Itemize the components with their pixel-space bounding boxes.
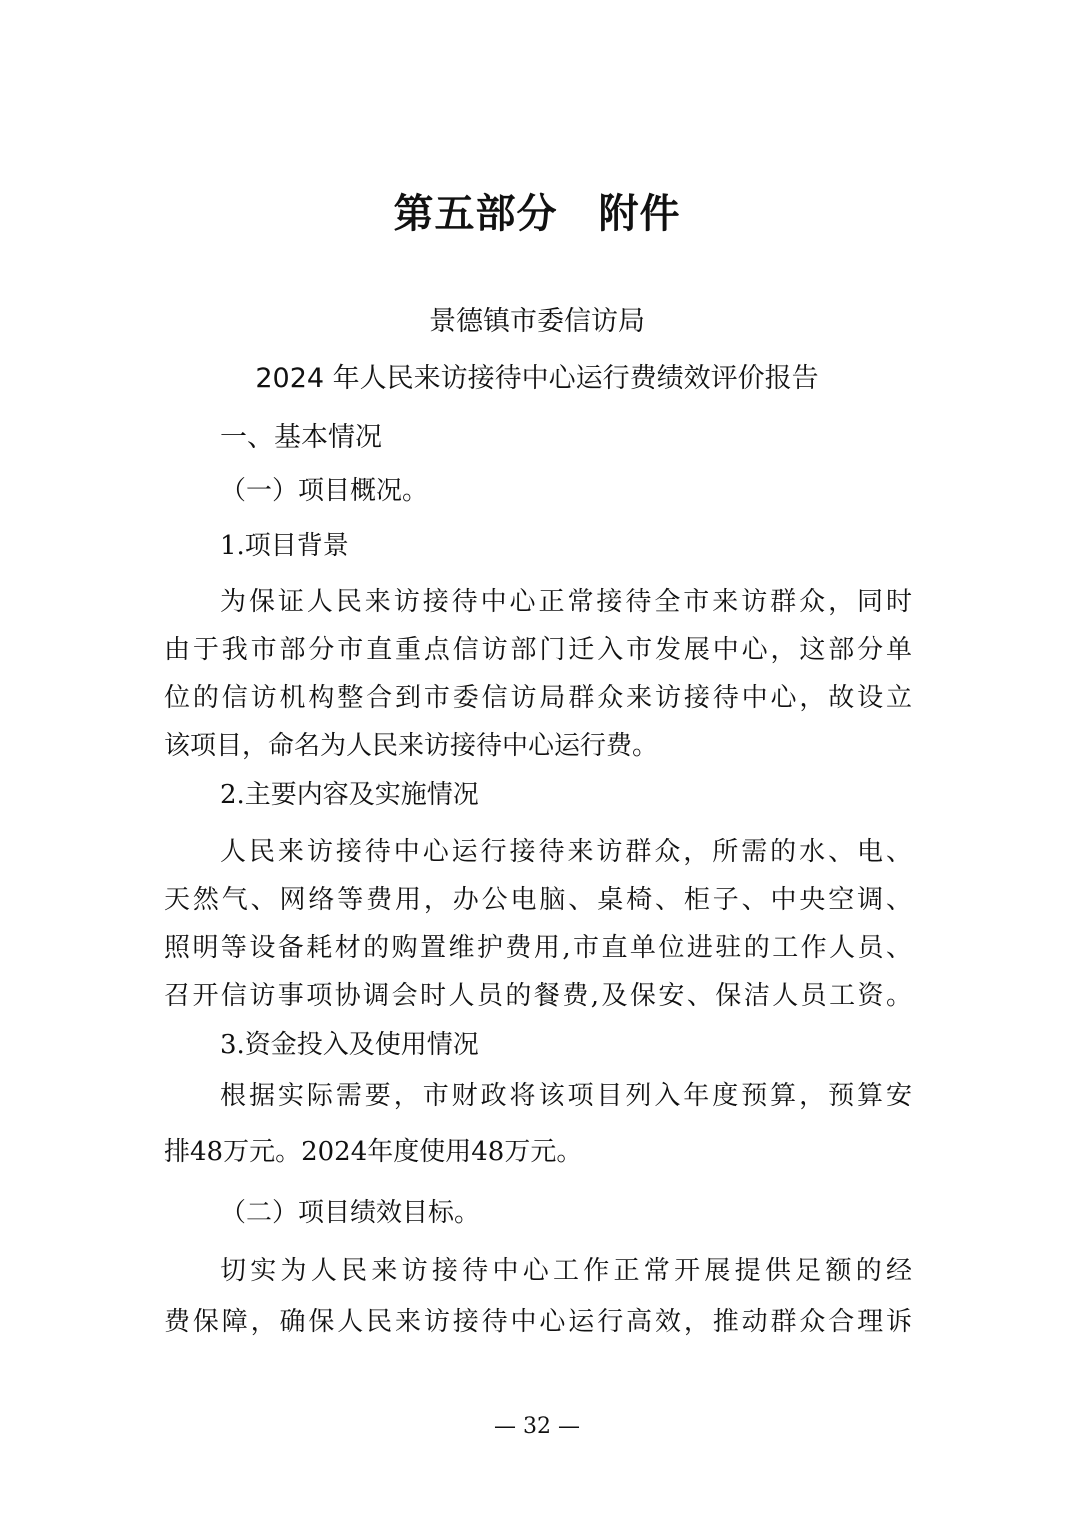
item-heading: 1.项目背景 [220, 531, 349, 561]
paragraph-line: 为保证人民来访接待中心正常接待全市来访群众，同时 [220, 587, 912, 617]
section-heading: 一、基本情况 [220, 422, 382, 453]
paragraph-line: 由于我市部分市直重点信访部门迁入市发展中心，这部分单 [164, 635, 912, 665]
paragraph-line: 位的信访机构整合到市委信访局群众来访接待中心，故设立 [164, 683, 912, 713]
subsection-heading: （一）项目概况。 [220, 476, 429, 506]
paragraph-line: 费保障，确保人民来访接待中心运行高效，推动群众合理诉 [164, 1307, 912, 1337]
subsection-heading: （二）项目绩效目标。 [220, 1198, 481, 1228]
paragraph-line: 该项目，命名为人民来访接待中心运行费。 [164, 731, 659, 761]
main-title: 第五部分 附件 [393, 191, 681, 237]
paragraph-line: 召开信访事项协调会时人员的餐费,及保安、保洁人员工资。 [164, 981, 912, 1011]
page-number: — 32 — [494, 1414, 580, 1439]
paragraph-line: 切实为人民来访接待中心工作正常开展提供足额的经 [220, 1256, 912, 1286]
item-heading: 2.主要内容及实施情况 [220, 780, 479, 810]
paragraph-line: 根据实际需要，市财政将该项目列入年度预算，预算安 [220, 1081, 912, 1111]
paragraph-line: 照明等设备耗材的购置维护费用,市直单位进驻的工作人员、 [164, 933, 912, 963]
paragraph-line: 人民来访接待中心运行接待来访群众，所需的水、电、 [220, 837, 912, 867]
report-title-line1: 景德镇市委信访局 [429, 306, 645, 337]
report-title-line2: 2024 年人民来访接待中心运行费绩效评价报告 [255, 363, 819, 394]
paragraph-line: 排48万元。2024年度使用48万元。 [164, 1137, 583, 1167]
item-heading: 3.资金投入及使用情况 [220, 1030, 479, 1060]
paragraph-line: 天然气、网络等费用，办公电脑、桌椅、柜子、中央空调、 [164, 885, 912, 915]
